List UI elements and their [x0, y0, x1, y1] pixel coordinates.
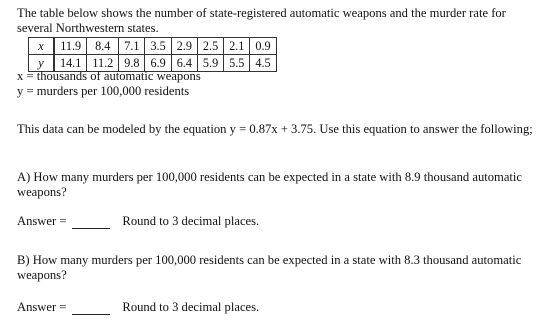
x-cell: 2.5: [197, 38, 223, 55]
y-cell: 5.5: [224, 55, 250, 72]
model-equation-text: This data can be modeled by the equation y = 0.87x + 3.75. Use this equation to answer the following;: [17, 122, 533, 136]
data-table: [28, 37, 277, 72]
x-cell: 8.4: [87, 38, 119, 55]
x-header: x: [29, 38, 55, 55]
question-a: A) How many murders per 100,000 residents can be expected in a state with 8.9 thousand automatic weapons?: [17, 170, 523, 199]
x-cell: 11.9: [54, 38, 87, 55]
y-cell: 9.8: [119, 55, 145, 72]
x-cell: 3.5: [145, 38, 171, 55]
y-cell: 5.9: [197, 55, 223, 72]
y-cell: 6.4: [171, 55, 197, 72]
table-row-x: [29, 38, 277, 55]
y-cell: 11.2: [87, 55, 119, 72]
rounding-hint: Round to 3 decimal places.: [122, 300, 260, 314]
answer-row-a: [17, 214, 259, 229]
y-cell: 6.9: [145, 55, 171, 72]
x-cell: 0.9: [250, 38, 276, 55]
y-header: y: [29, 55, 55, 72]
x-cell: 2.1: [224, 38, 250, 55]
y-definition: y = murders per 100,000 residents: [17, 84, 190, 98]
answer-input-b[interactable]: [72, 300, 110, 315]
answer-input-a[interactable]: [72, 214, 110, 229]
y-cell: 4.5: [250, 55, 276, 72]
x-definition: x = thousands of automatic weapons: [17, 69, 201, 83]
variable-definitions: [17, 69, 201, 99]
rounding-hint: Round to 3 decimal places.: [122, 214, 260, 228]
x-cell: 7.1: [119, 38, 145, 55]
answer-row-b: [17, 300, 259, 315]
y-cell: 14.1: [54, 55, 87, 72]
x-cell: 2.9: [171, 38, 197, 55]
question-b: B) How many murders per 100,000 residents can be expected in a state with 8.3 thousand automatic weapons?: [17, 253, 522, 282]
answer-label: Answer =: [17, 214, 67, 228]
answer-label: Answer =: [17, 300, 67, 314]
problem-intro: The table below shows the number of state-registered automatic weapons and the murder rate for several Northwestern states.: [17, 6, 506, 35]
